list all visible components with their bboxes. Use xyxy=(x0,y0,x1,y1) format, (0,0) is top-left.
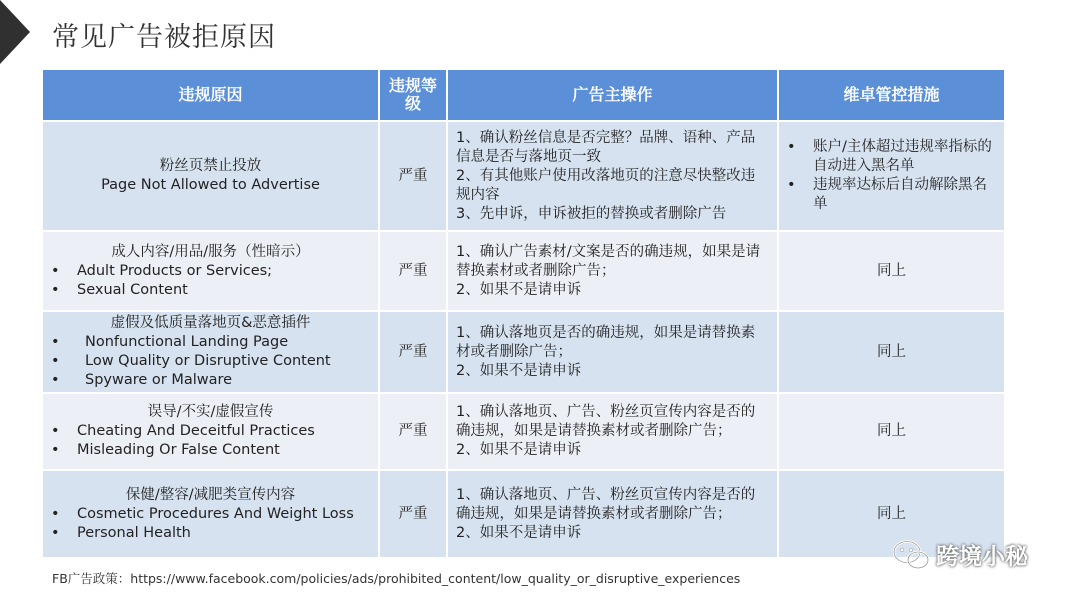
ops-line: 1、确认落地页、广告、粉丝页宣传内容是否的确违规，如果是请替换素材或者删除广告； xyxy=(456,486,756,522)
measure-item: • 账户/主体超过违规率指标的自动进入黑名单 xyxy=(787,138,996,176)
reason-cell xyxy=(42,231,379,311)
ops-line: 2、如果不是请申诉 xyxy=(456,442,582,458)
reason-cell xyxy=(42,121,379,231)
reason-title: 保健/整容/减肥类宣传内容 xyxy=(125,486,296,503)
ops-cell xyxy=(447,121,778,231)
policy-footnote: FB广告政策：https://www.facebook.com/policies/ads/prohibited_content/low_quality_or_disruptive_experiences xyxy=(52,571,741,586)
reason-bullet-item: • Cosmetic Procedures And Weight Loss xyxy=(51,505,370,524)
measures-cell xyxy=(778,121,1005,231)
ops-line: 2、如果不是请申诉 xyxy=(456,524,582,541)
reason-bullet-item: • Misleading Or False Content xyxy=(51,441,370,460)
table-row xyxy=(42,121,1005,231)
reason-cell xyxy=(42,393,379,470)
header-violation-level: 违规等级 xyxy=(379,69,447,121)
reason-bullet-list xyxy=(51,262,370,300)
reason-bullet-list xyxy=(51,422,370,460)
reason-title: 误导/不实/虚假宣传 xyxy=(147,404,274,420)
measure-list xyxy=(787,138,996,214)
table-row xyxy=(42,311,1005,393)
level-cell: 严重 xyxy=(379,231,447,311)
table-row xyxy=(42,393,1005,470)
measures-cell: 同上 xyxy=(778,311,1005,393)
ops-line: 1、确认粉丝信息是否完整？品牌、语种、产品信息是否与落地页一致 xyxy=(456,129,756,165)
header-violation-reason: 违规原因 xyxy=(42,69,379,121)
watermark-text: 跨境小秘 xyxy=(936,544,1028,570)
reason-bullet-list xyxy=(51,333,370,390)
measures-cell: 同上 xyxy=(778,393,1005,470)
table-row xyxy=(42,231,1005,311)
reason-bullet-item: • Low Quality or Disruptive Content xyxy=(51,352,370,371)
ops-line: 1、确认落地页是否的确违规，如果是请替换素材或者删除广告； xyxy=(456,324,756,360)
reason-cell xyxy=(42,470,379,558)
watermark xyxy=(892,538,1028,571)
reason-bullet-item: • Nonfunctional Landing Page xyxy=(51,333,370,352)
header-advertiser-action: 广告主操作 xyxy=(447,69,778,121)
ops-line: 2、有其他账户使用改落地页的注意尽快整改违规内容 xyxy=(456,167,756,203)
wechat-icon xyxy=(892,539,930,571)
reason-bullet-item: • Sexual Content xyxy=(51,281,370,300)
reason-cell xyxy=(42,311,379,393)
reason-title: 粉丝页禁止投放 xyxy=(159,158,262,174)
level-cell: 严重 xyxy=(379,311,447,393)
reason-bullet-item: • Adult Products or Services; xyxy=(51,262,370,281)
ops-line: 2、如果不是请申诉 xyxy=(456,362,582,379)
table-row xyxy=(42,470,1005,558)
header-control-measures: 维卓管控措施 xyxy=(778,69,1005,121)
ops-line: 2、如果不是请申诉 xyxy=(456,281,582,298)
reason-bullet-list xyxy=(51,505,370,543)
measure-item: • 违规率达标后自动解除黑名单 xyxy=(787,176,996,214)
ops-line: 3、先申诉，申诉被拒的替换或者删除广告 xyxy=(456,205,727,222)
ops-line: 1、确认落地页、广告、粉丝页宣传内容是否的确违规，如果是请替换素材或者删除广告； xyxy=(456,404,756,439)
level-cell: 严重 xyxy=(379,470,447,558)
reason-title: 虚假及低质量落地页&恶意插件 xyxy=(110,315,311,331)
page-title: 常见广告被拒原因 xyxy=(52,22,276,53)
level-cell: 严重 xyxy=(379,393,447,470)
reason-title: 成人内容/用品/服务（性暗示） xyxy=(111,243,310,260)
ops-cell xyxy=(447,231,778,311)
reason-bullet-item: • Spyware or Malware xyxy=(51,371,370,390)
reason-subtitle: Page Not Allowed to Advertise xyxy=(101,177,320,193)
ops-line: 1、确认广告素材/文案是否的确违规，如果是请替换素材或者删除广告； xyxy=(456,243,761,279)
table-header-row xyxy=(42,69,1005,121)
ops-cell xyxy=(447,393,778,470)
measures-cell: 同上 xyxy=(778,231,1005,311)
ops-cell xyxy=(447,311,778,393)
corner-triangle-decoration xyxy=(0,0,30,64)
reason-bullet-item: • Cheating And Deceitful Practices xyxy=(51,422,370,441)
rejection-reasons-table xyxy=(41,68,1006,559)
ops-cell xyxy=(447,470,778,558)
level-cell: 严重 xyxy=(379,121,447,231)
reason-bullet-item: • Personal Health xyxy=(51,524,370,543)
measures-cell: 同上 xyxy=(778,470,1005,558)
